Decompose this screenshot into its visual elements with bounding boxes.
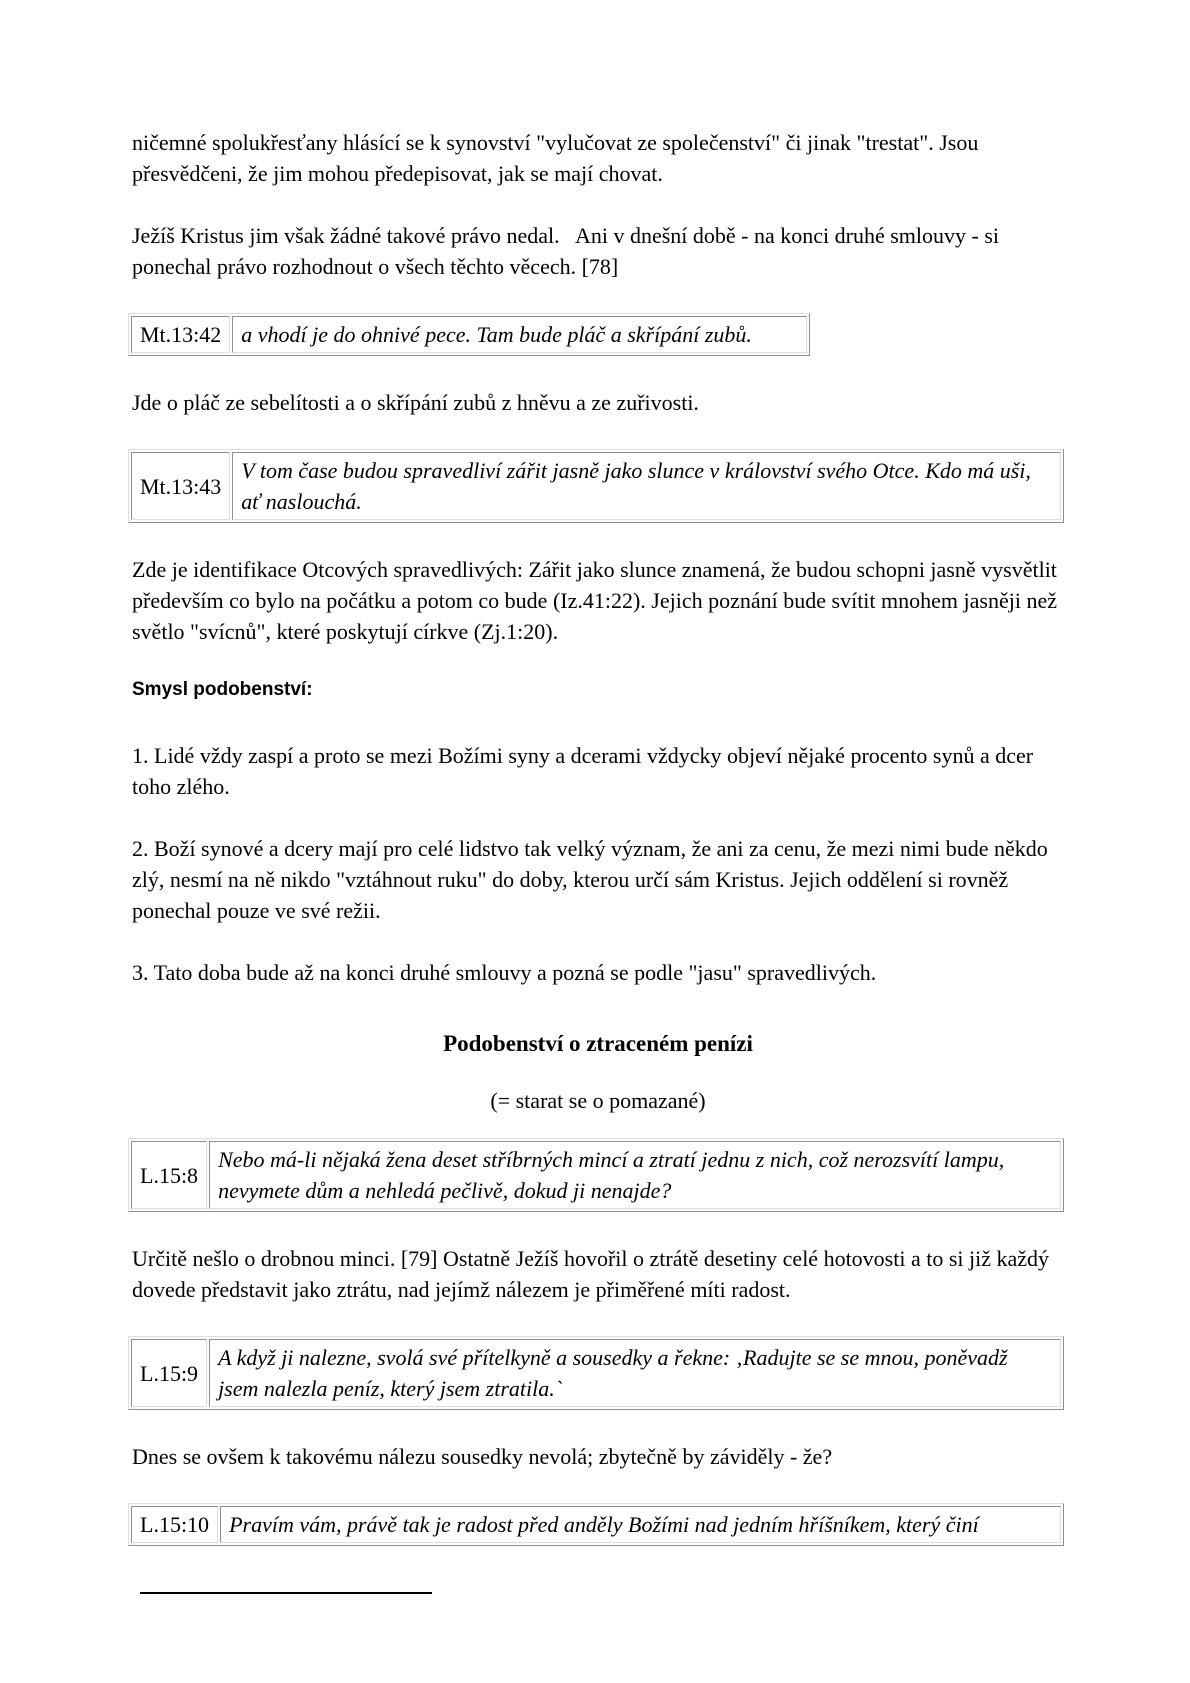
verse-text: V tom čase budou spravedliví zářit jasně jako slunce v království svého Otce. Kdo má uši, ať naslouchá. bbox=[232, 452, 1061, 520]
paragraph-point-2: 2. Boží synové a dcery mají pro celé lidstvo tak velký význam, že ani za cenu, že mezi nimi bude někdo zlý, nesmí na ně nikdo "vztáhnout ruku" do doby, kterou určí sám Kristus. Jejich oddělení si rovněž ponechal pouze ve své režii. bbox=[132, 836, 1054, 923]
verse-text: Nebo má-li nějaká žena deset stříbrných mincí a ztratí jednu z nich, což nerozsvítí lampu, nevymete dům a nehledá pečlivě, dokud ji nenajde? bbox=[209, 1141, 1061, 1209]
paragraph-intro-continued: ničemné spolukřesťany hlásící se k synovství "vylučovat ze společenství" či jinak "trestat". Jsou přesvědčeni, že jim mohou předepisovat, jak se mají chovat. bbox=[132, 130, 984, 186]
verse-reference: L.15:8 bbox=[131, 1141, 207, 1209]
section-title: Podobenství o ztraceném penízi bbox=[443, 1031, 753, 1056]
page-content bbox=[132, 127, 1064, 1594]
verse-table-l-15-8 bbox=[128, 1138, 1064, 1212]
paragraph-neighbors: Dnes se ovšem k takovému nálezu sousedky nevolá; zbytečně by záviděly - že? bbox=[132, 1444, 833, 1469]
paragraph-identification: Zde je identifikace Otcových spravedlivých: Zářit jako slunce znamená, že budou schopni jasně vysvětlit především co bylo na počátku a potom co bude (Iz.41:22). Jejich poznání bude svítit mnohem jasněji než světlo "svícnů", které poskytují církve (Zj.1:20). bbox=[132, 557, 1063, 644]
verse-table-mt-13-43 bbox=[128, 449, 1064, 523]
footnote-divider bbox=[140, 1592, 432, 1594]
verse-reference: Mt.13:43 bbox=[131, 452, 230, 520]
paragraph-point-1: 1. Lidé vždy zaspí a proto se mezi Božími syny a dcerami vždycky objeví nějaké procento synů a dcer toho zlého. bbox=[132, 743, 1039, 799]
verse-reference: L.15:9 bbox=[131, 1339, 207, 1407]
paragraph-intro-2: Ježíš Kristus jim však žádné takové právo nedal. Ani v dnešní době - na konci druhé smlouvy - si ponechal právo rozhodnout o všech těchto věcech. [78] bbox=[132, 223, 1005, 279]
section-subtitle: (= starat se o pomazané) bbox=[490, 1088, 706, 1113]
verse-table-l-15-9 bbox=[128, 1336, 1064, 1410]
verse-reference: L.15:10 bbox=[131, 1506, 218, 1543]
paragraph-coin: Určitě nešlo o drobnou minci. [79] Ostatně Ježíš hovořil o ztrátě desetiny celé hotovosti a to si již každý dovede představit jako ztrátu, nad jejímž nálezem je přiměřené míti radost. bbox=[132, 1246, 1055, 1302]
verse-text: Pravím vám, právě tak je radost před anděly Božími nad jedním hříšníkem, který činí bbox=[220, 1506, 1061, 1543]
subheading-smysl-podobenstvi: Smysl podobenství: bbox=[132, 679, 313, 700]
verse-text: A když ji nalezne, svolá své přítelkyně a sousedky a řekne: ‚Radujte se se mnou, poněvadž jsem nalezla peníz, který jsem ztratila.` bbox=[209, 1339, 1061, 1407]
verse-reference: Mt.13:42 bbox=[131, 316, 230, 353]
paragraph-tears: Jde o pláč ze sebelítosti a o skřípání zubů z hněvu a ze zuřivosti. bbox=[132, 390, 699, 415]
paragraph-point-3: 3. Tato doba bude až na konci druhé smlouvy a pozná se podle "jasu" spravedlivých. bbox=[132, 960, 877, 985]
verse-table-l-15-10 bbox=[128, 1503, 1064, 1546]
verse-text: a vhodí je do ohnivé pece. Tam bude pláč a skřípání zubů. bbox=[232, 316, 807, 353]
verse-table-mt-13-42 bbox=[128, 313, 810, 356]
